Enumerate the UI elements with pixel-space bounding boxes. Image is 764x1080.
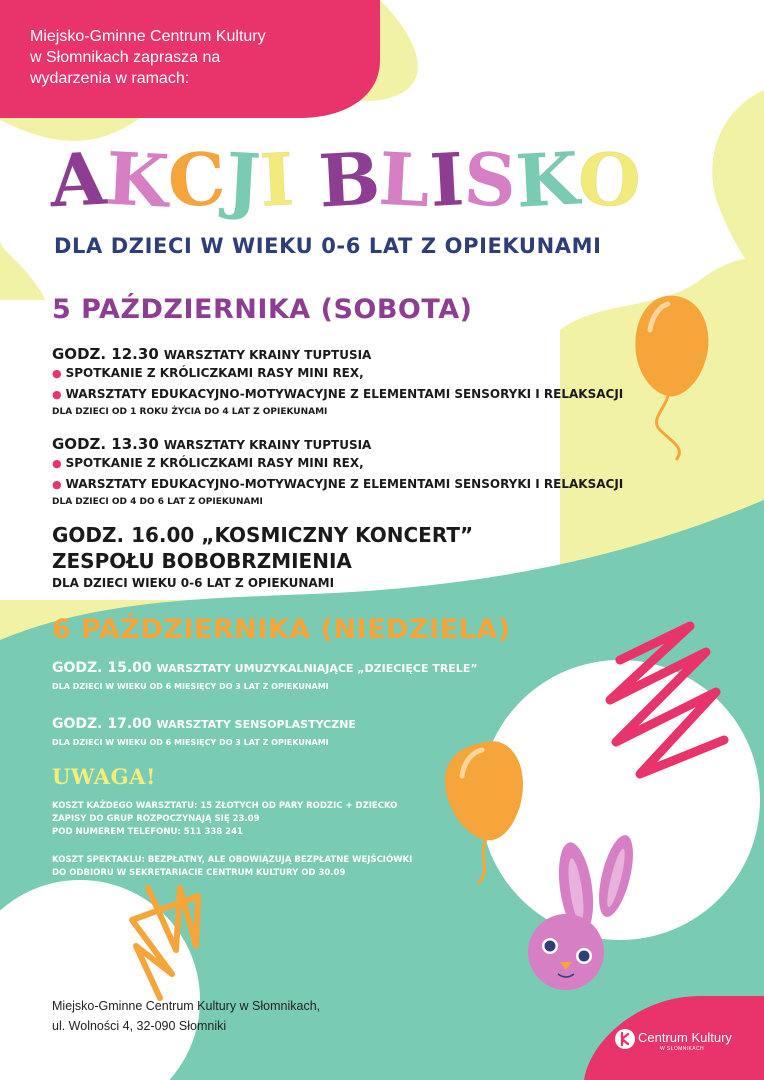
title-letter: I: [427, 136, 466, 223]
bullet-icon: ●: [52, 388, 62, 401]
session-title: WARSZTATY UMUZYKALNIAJĄCE „DZIECIĘCE TRELE”: [156, 662, 478, 675]
title-letter: K: [513, 135, 581, 224]
day2-session2: [52, 716, 356, 747]
intro-line-1: Miejsko-Gminne Centrum Kultury: [30, 28, 266, 45]
footer-line-1: Miejsko-Gminne Centrum Kultury w Słomnikach,: [52, 999, 321, 1013]
session-bullet: WARSZTATY EDUKACYJNO-MOTYWACYJNE Z ELEMENTAMI SENSORYKI I RELAKSACJI: [65, 387, 624, 401]
day1-heading: 5 PAŹDZIERNIKA (SOBOTA): [52, 294, 473, 325]
info-line: POD NUMEREM TELEFONU: 511 338 241: [52, 827, 243, 837]
main-title: [47, 135, 644, 224]
intro-line-2: w Słomnikach zaprasza na: [30, 49, 221, 66]
title-letter: B: [316, 135, 382, 224]
concert-line-1: GODZ. 16.00 „KOSMICZNY KONCERT”: [52, 523, 474, 547]
session-time: GODZ. 17.00: [52, 716, 152, 732]
concert-line-2: ZESPOŁU BOBOBRZMIENIA: [52, 549, 352, 573]
session-time: GODZ. 13.30: [52, 435, 159, 453]
info-line: ZAPISY DO GRUP ROZPOCZYNAJĄ SIĘ 23.09: [52, 814, 260, 824]
concert: [52, 522, 473, 592]
info-line: KOSZT SPEKTAKLU: BEZPŁATNY, ALE OBOWIĄZUJĄ BEZPŁATNE WEJŚCIÓWKI: [52, 855, 413, 865]
session-title: WARSZTATY KRAINY TUPTUSIA: [163, 348, 372, 362]
bullet-icon: ●: [52, 457, 62, 470]
footer-address: [52, 996, 320, 1036]
session-bullet: SPOTKANIE Z KRÓLICZKAMI RASY MINI REX,: [65, 456, 364, 470]
intro-text: [30, 26, 350, 89]
concert-line-3: DLA DZIECI WIEKU 0-6 LAT Z OPIEKUNAMI: [52, 576, 335, 590]
uwaga-heading: UWAGA!: [52, 764, 156, 789]
bullet-icon: ●: [52, 478, 62, 491]
session-bullet: WARSZTATY EDUKACYJNO-MOTYWACYJNE Z ELEMENTAMI SENSORYKI I RELAKSACJI: [65, 477, 624, 491]
info-block-2: [52, 854, 412, 880]
session-bullet: SPOTKANIE Z KRÓLICZKAMI RASY MINI REX,: [65, 366, 364, 380]
logo-subtitle: W SŁOMNIKACH: [660, 1046, 704, 1052]
session-time: GODZ. 12.30: [52, 345, 159, 363]
day1-session1: [52, 344, 623, 417]
title-letter: J: [223, 136, 263, 223]
session-title: WARSZTATY KRAINY TUPTUSIA: [163, 438, 372, 452]
logo-name: Centrum Kultury: [638, 1030, 732, 1045]
title-letter: I: [257, 136, 296, 223]
session-note: DLA DZIECI OD 4 DO 6 LAT Z OPIEKUNAMI: [52, 497, 263, 507]
day2-heading: 6 PAŹDZIERNIKA (NIEDZIELA): [52, 614, 511, 645]
session-note: DLA DZIECI W WIEKU OD 6 MIESIĘCY DO 3 LAT Z OPIEKUNAMI: [52, 682, 329, 691]
intro-line-3: wydarzenia w ramach:: [30, 70, 190, 87]
session-note: DLA DZIECI OD 1 ROKU ŻYCIA DO 4 LAT Z OPIEKUNAMI: [52, 407, 328, 417]
title-letter: O: [576, 135, 644, 224]
title-letter: A: [47, 135, 109, 224]
footer-line-2: ul. Wolności 4, 32-090 Słomniki: [52, 1019, 227, 1033]
bullet-icon: ●: [52, 367, 62, 380]
session-time: GODZ. 15.00: [52, 660, 152, 676]
day2-session1: [52, 660, 478, 691]
title-letter: S: [461, 135, 518, 224]
title-letter: L: [377, 135, 433, 224]
info-block-1: [52, 800, 397, 839]
info-line: DO ODBIORU W SEKRETARIACIE CENTRUM KULTURY OD 30.09: [52, 868, 346, 878]
day1-session2: [52, 434, 623, 507]
title-letter: [291, 139, 320, 220]
info-line: KOSZT KAŻDEGO WARSZTATU: 15 ZŁOTYCH OD PARY RODZIC + DZIECKO: [52, 801, 398, 811]
session-note: DLA DZIECI W WIEKU OD 6 MIESIĘCY DO 3 LAT Z OPIEKUNAMI: [52, 738, 329, 747]
logo-icon: [614, 1028, 636, 1050]
session-title: WARSZTATY SENSOPLASTYCZNE: [156, 718, 356, 731]
subtitle: DLA DZIECI W WIEKU 0-6 LAT Z OPIEKUNAMI: [54, 234, 602, 258]
title-letter: K: [103, 135, 171, 224]
title-letter: C: [166, 135, 228, 224]
